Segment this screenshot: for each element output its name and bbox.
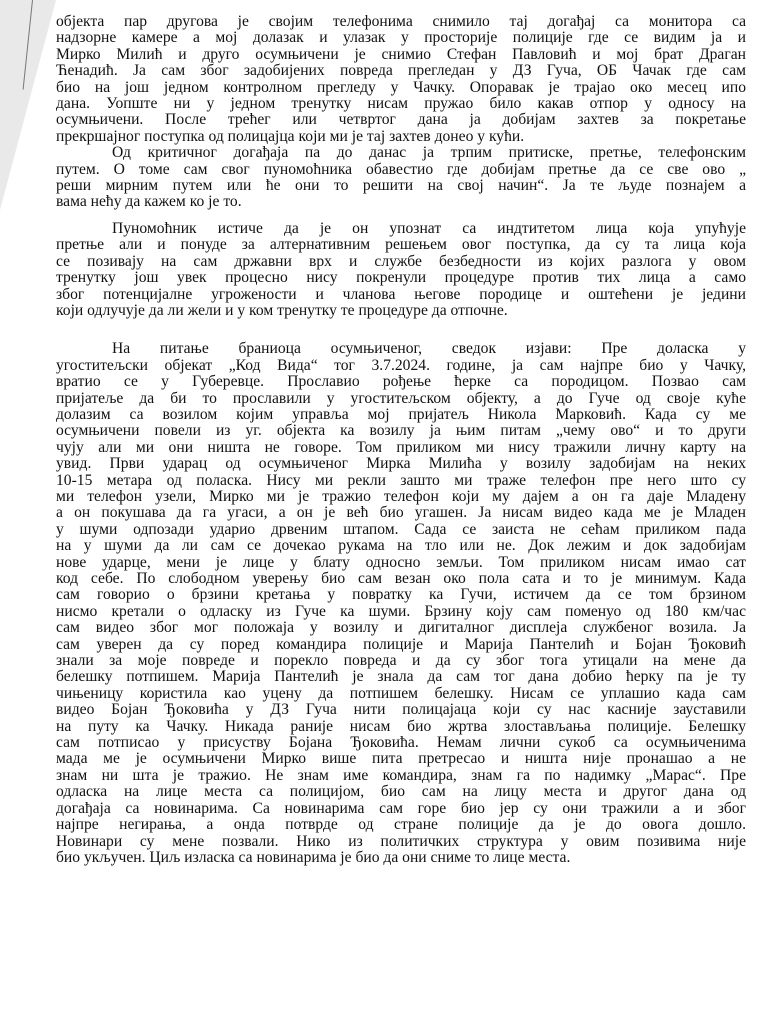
text-line: сам уверен да су поред командира полиције и Марија Пантелић и Бојан Ђоковић [56,636,746,653]
text-line: тренутку још увек процесно нису покренули процедуре против тих лица а само [56,270,746,287]
text-line: Ћенадић. Ја сам због задобијених повреда прегледан у ДЗ Гуча, ОБ Чачак где сам [56,63,746,80]
text-line: нисмо кретали о одласку из Гуче ка шуми. Брзину коју сам поменуо од 180 км/час [56,603,746,620]
text-line: мада ме је осумњичени Мирко више пита претресао и ништа није пронашао а не [56,751,746,768]
text-line: чињеницу користила као уцену да потпишем белешку. Нисам се уплашио када сам [56,685,746,702]
text-line: долазим са возилом којим управља мој пријатељ Никола Марковић. Када су ме [56,406,746,423]
paragraph-injuries [56,14,746,145]
text-line: прекршајног поступка од полицајца који ми је тај захтев донео у кући. [56,128,525,145]
paragraph-attorney [56,221,746,319]
text-line: знам ни шта је тражио. Не знам име командира, знам га по надимку „Марас“. Пре [56,767,746,784]
text-line: реши мирним путем или ће они то решити на свој начин“. Ја те људе познајем а [56,178,746,195]
text-line: који одлучује да ли жели и у ком тренутку те процедуре да отпочне. [56,302,508,319]
text-line: дана. Уопште ни у једном тренутку нисам пружао било какав отпор у односу на [56,96,746,113]
text-line: претње али и понуде за алтернативним решењем овог поступка, да су та лица која [56,237,746,254]
text-line: пријатеље да би то прославили у угоститељском објекту, а до Гуче од своје куће [56,390,746,407]
text-line: осумњичени. После трећег или четвртог дана ја добијам захтев за покретање [56,112,746,129]
text-line: Новинари су мене позвали. Нико из политичких структура у овим позивима није [56,833,746,850]
text-line: белешку потпишем. Марија Пантелић је знала да сам тог дана добио ћерку па је ту [56,669,746,686]
text-line: осумњичени повели из уг. објекта ка возилу ја њим питам „чему ово“ и то други [56,423,746,440]
text-line: ми телефон узели, Мирко ми је тражио телефон који му дајем а он га даје Младену [56,488,746,505]
paragraph-threats [56,145,746,211]
text-line: сам видео због мог положаја у возилу и дигиталног дисплеја службеног возила. Ја [56,620,746,637]
text-line: објекта пар другова је својим телефонима снимило тај догађај са монитора са [56,14,746,30]
text-line: чују али ми они ништа не говоре. Том приликом ми нису тражили личну карту на [56,439,746,456]
text-line: био на још једном контролном прегледу у Чачку. Опоравак је трајао око месец ипо [56,79,746,96]
text-line: због потенцијалне угрожености и чланова његове породице и оштећени је једини [56,286,746,303]
text-line: се позивају на сам државни врх и службе безбедности из којих разлога у овом [56,253,746,270]
paragraph-defense-questions [56,341,746,866]
text-line: Мирко Милић и друго осумњичени је снимио Стефан Павловић и мој брат Драган [56,46,746,63]
text-line: одласка на лице места са полицијом, био сам на лицу места и другог дана од [56,784,746,801]
text-line: сам потписао у присуству Бојана Ђоковића. Немам лични сукоб са осумњиченима [56,735,746,752]
text-line: на путу ка Чачку. Никада раније нисам био жртва злостављања полиције. Белешку [56,718,746,735]
text-line: најпре негирања, а онда потврде од стране полиције да је до овога дошло. [56,817,746,834]
text-line: На питање браниоца осумњиченог, сведок изјави: Пре доласка у [112,341,746,358]
text-line: угоститељски објекат „Код Вида“ тог 3.7.2024. године, ја сам најпре био у Чачку, [56,357,746,374]
text-line: Пуномоћник истиче да је он упознат са индтитетом лица која упућује [112,220,746,237]
text-line: увид. Први ударац од осумњиченог Мирка Милића у возилу задобијам на неких [56,456,746,473]
text-line: надзорне камере а мој долазак и улазак у просторије полиције где се видим ја и [56,30,746,47]
text-line: 10-15 метара од поласка. Нису ми рекли зашто ми траже телефон пре него што су [56,472,746,489]
text-line: на у шуми да ли сам се дочекао рукама на тло или не. Док лежим и док задобијам [56,538,746,555]
text-line: био укључен. Циљ изласка са новинарима је био да они сниме то лице места. [56,849,571,866]
text-line: путем. О томе сам свог пуномоћника обавестио где добијам претње да се све ово „ [56,161,746,178]
text-line: видео Бојан Ђоковића у ДЗ Гуча нити полицајаца који су нас касније зауставили [56,702,746,719]
text-line: вама нећу да кажем ко је то. [56,194,242,211]
text-line: догађаја са новинарима. Са новинарима сам горе био јер су они тражили а и због [56,800,746,817]
text-line: код себе. По слободном уверењу био сам везан око пола сата и то је минимум. Када [56,571,746,587]
text-line: Од критичног догађаја па до данас ја трпим притиске, претње, телефонским [112,145,746,162]
text-line: а он покушава да га угаси, а он је већ био угашен. Ја нисам видео када ме је Младен [56,505,746,522]
text-line: сам говорио о брзини кретања у повратку ка Гучи, истичем да се том брзином [56,587,746,604]
text-line: вратио се у Губеревце. Прославио рођење ћерке са породицом. Позвао сам [56,374,746,391]
text-line: у шуми одпозади ударио дрвеним штапом. Сада се заиста не сећам приликом пада [56,521,746,538]
text-line: нове ударце, мени је лице у блату односно земљи. Том приликом нисам имао сат [56,554,746,571]
text-line: знали за моје повреде и порекло повреда и да су због тога утицали на мене да [56,653,746,670]
